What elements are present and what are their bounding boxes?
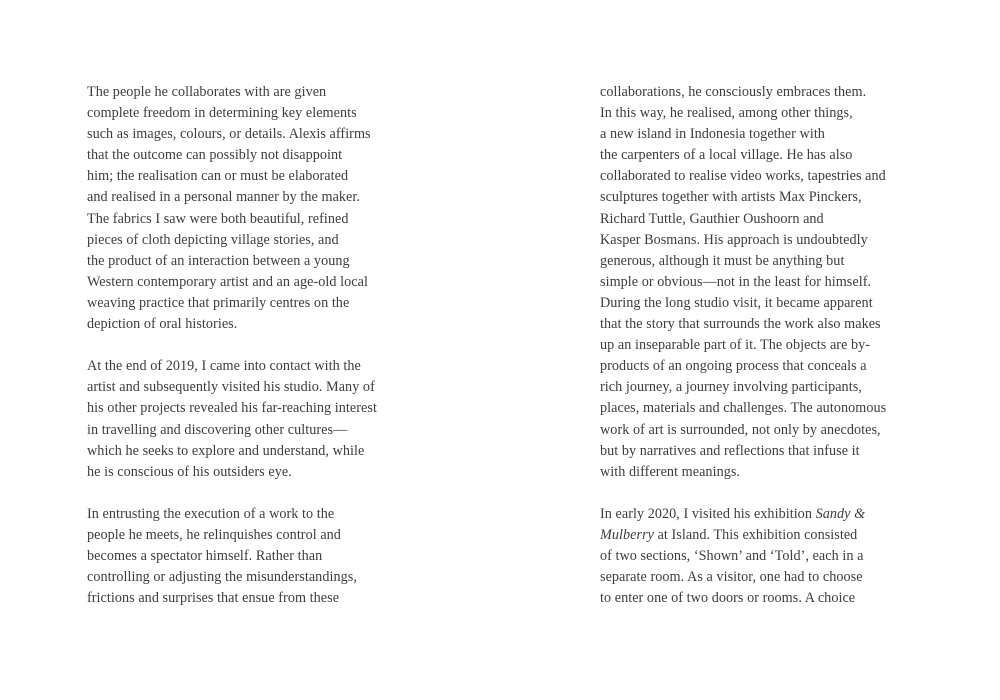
text-line: artist and subsequently visited his studio. Many of [87, 379, 375, 396]
text-line: with different meanings. [600, 463, 741, 480]
text-line: people he meets, he relinquishes control and [87, 526, 341, 543]
text-line: During the long studio visit, it became apparent [600, 294, 873, 311]
text-line: complete freedom in determining key elements [87, 105, 357, 122]
text-line: up an inseparable part of it. The objects are by- [600, 337, 871, 354]
text-line: that the outcome can possibly not disappoint [87, 147, 343, 164]
text-line: him; the realisation can or must be elaborated [87, 168, 349, 185]
text-line: rich journey, a journey involving participants, [600, 379, 862, 396]
text-line: Western contemporary artist and an age-old local [87, 273, 368, 290]
text-line: At the end of 2019, I came into contact with the [87, 358, 361, 375]
text-line: simple or obvious—not in the least for himself. [600, 273, 872, 290]
text-line: controlling or adjusting the misunderstandings, [87, 569, 357, 586]
text-line: separate room. As a visitor, one had to choose [600, 569, 863, 586]
text-line: collaborated to realise video works, tapestries and [600, 168, 886, 185]
text-line: products of an ongoing process that conceals a [600, 358, 867, 375]
text-line: to enter one of two doors or rooms. A choice [600, 590, 856, 607]
text-line: becomes a spectator himself. Rather than [87, 548, 323, 565]
paragraph-exhibition [600, 504, 960, 609]
paragraph-collaborations [600, 82, 960, 483]
text-line: the product of an interaction between a young [87, 252, 350, 269]
text-line: and realised in a personal manner by the maker. [87, 189, 360, 206]
text-line: The people he collaborates with are given [87, 84, 327, 100]
text-line: which he seeks to explore and understand, while [87, 442, 365, 459]
text-line: The fabrics I saw were both beautiful, refined [87, 210, 349, 227]
text-line: In this way, he realised, among other things, [600, 105, 853, 122]
text-line: he is conscious of his outsiders eye. [87, 463, 292, 480]
text-line: his other projects revealed his far-reaching interest [87, 400, 377, 417]
text-line: frictions and surprises that ensue from these [87, 590, 340, 607]
text-line: the carpenters of a local village. He has also [600, 147, 853, 164]
text-line: weaving practice that primarily centres on the [87, 294, 350, 311]
right-page-column [600, 82, 960, 630]
text-line: pieces of cloth depicting village stories, and [87, 231, 339, 248]
text-fragment: In early 2020, I visited his exhibition [600, 505, 816, 522]
text-line: such as images, colours, or details. Alexis affirms [87, 126, 371, 143]
text-line: collaborations, he consciously embraces them. [600, 84, 867, 100]
text-fragment: at Island. This exhibition consisted [653, 526, 858, 543]
text-line: a new island in Indonesia together with [600, 126, 825, 143]
exhibition-title-part: Sandy & [815, 505, 866, 522]
paragraph-studio-visit [87, 356, 487, 483]
text-line: that the story that surrounds the work also makes [600, 316, 881, 333]
text-line: places, materials and challenges. The autonomous [600, 400, 887, 417]
paragraph-entrusting [87, 504, 487, 609]
text-line: in travelling and discovering other cultures— [87, 421, 348, 438]
text-line: Richard Tuttle, Gauthier Oushoorn and [600, 210, 824, 227]
text-line: sculptures together with artists Max Pinckers, [600, 189, 862, 206]
left-page-column [87, 82, 487, 630]
text-line: In entrusting the execution of a work to the [87, 505, 335, 522]
text-line [600, 525, 960, 546]
text-line: of two sections, ‘Shown’ and ‘Told’, each in a [600, 548, 864, 565]
exhibition-title-part: Mulberry [600, 526, 654, 543]
text-line: but by narratives and reflections that infuse it [600, 442, 860, 459]
text-line [600, 504, 960, 525]
text-line: work of art is surrounded, not only by anecdotes, [600, 421, 881, 438]
text-line: generous, although it must be anything but [600, 252, 845, 269]
text-line: depiction of oral histories. [87, 316, 238, 333]
text-line: Kasper Bosmans. His approach is undoubtedly [600, 231, 868, 248]
paragraph-collaborators [87, 82, 487, 335]
